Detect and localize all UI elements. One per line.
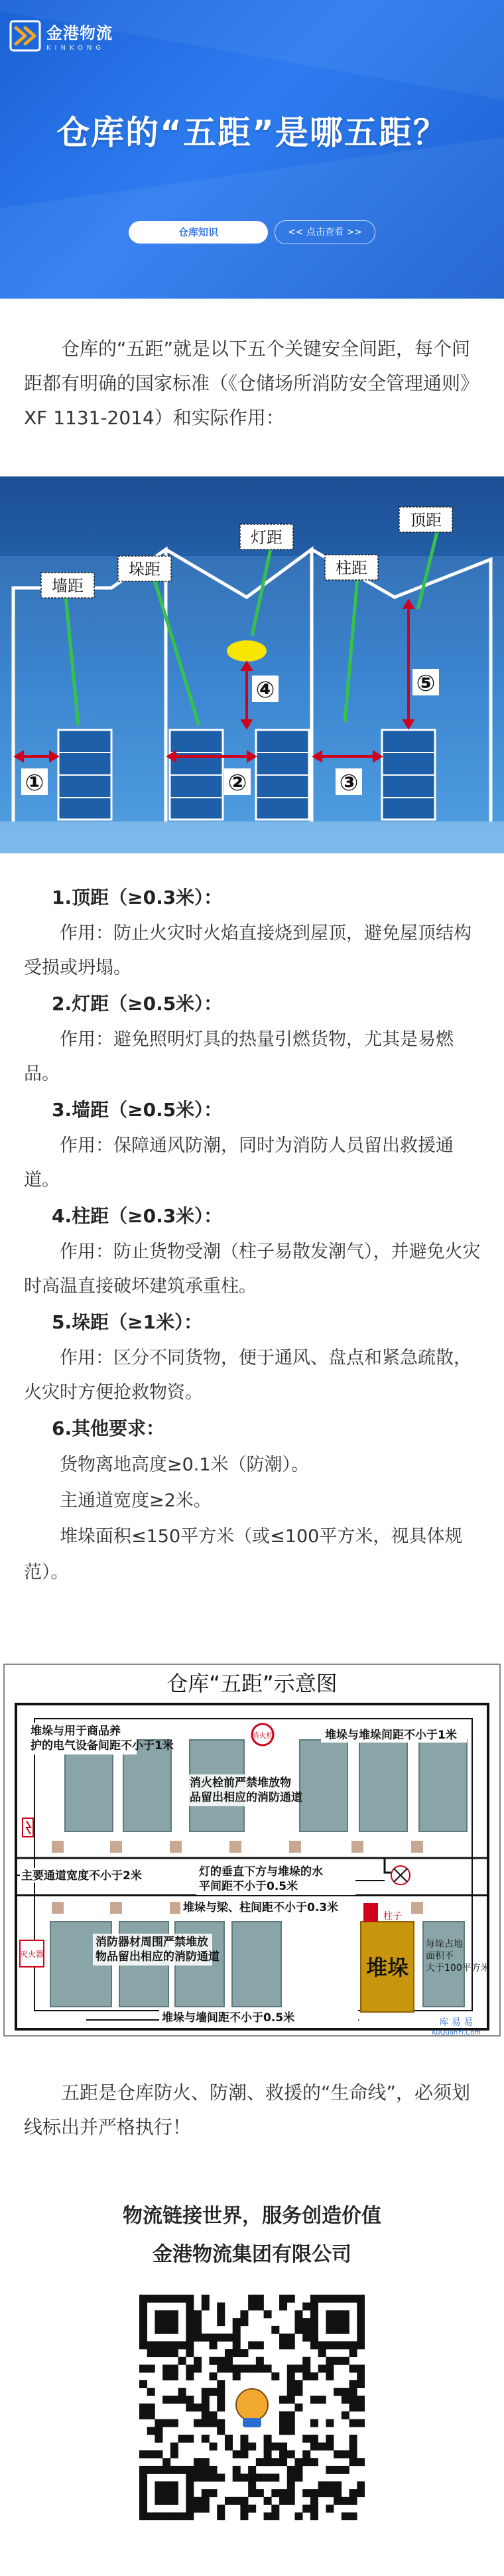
cargo-stack xyxy=(58,730,111,820)
closing-paragraph: 五距是仓库防火、防潮、救援的“生命线”，必须划线标出并严格执行！ xyxy=(24,2082,471,2138)
label-pillar: 柱子 xyxy=(383,1911,402,1922)
item-heading: 3.墙距（≥0.5米）： xyxy=(52,1099,223,1121)
note-aisle: 主要通道宽度不小于2米 xyxy=(21,1869,142,1883)
banner-decoration xyxy=(0,0,504,104)
header-banner xyxy=(0,0,504,299)
label-stack-distance: 垛距 xyxy=(129,560,160,579)
note-electric: 护的电气设备间距不小于1米 xyxy=(31,1739,174,1753)
cargo-stack xyxy=(170,730,223,820)
note-area: 面积不 xyxy=(426,1951,454,1962)
watermark: KuQuanYi.Com xyxy=(432,2029,481,2037)
note-fire-equipment: 消防器材周围严禁堆放 xyxy=(95,1936,208,1949)
note-lamp: 灯的垂直下方与堆垛的水 xyxy=(199,1865,323,1879)
warehouse-diagram xyxy=(0,476,504,853)
mascot-icon xyxy=(236,2389,268,2421)
distance-list xyxy=(24,879,481,1591)
brand-name: 金港物流 xyxy=(46,24,113,42)
schematic-diagram xyxy=(0,1662,504,2040)
item-description: 作用：避免照明灯具的热量引燃货物，尤其是易燃品。 xyxy=(24,1029,454,1084)
other-requirement: 堆垛面积≤150平方米（或≤100平方米，视具体规范）。 xyxy=(24,1526,463,1583)
lamp-icon xyxy=(227,640,267,662)
note-hydrant: 消火栓前严禁堆放物 xyxy=(190,1776,291,1790)
banner-decoration xyxy=(0,132,504,299)
label-lamp-distance: 灯距 xyxy=(251,528,283,547)
item-heading: 1.顶距（≥0.3米）： xyxy=(52,887,223,908)
five-distance-schematic xyxy=(0,1662,504,2040)
number-2: ② xyxy=(227,770,247,796)
intro-paragraph: 仓库的“五距”就是以下五个关键安全间距，每个间距都有明确的国家标准（《仓储场所消防安全管理通则》XF 1131-2014）和实际作用： xyxy=(24,338,479,429)
label-pillar-distance: 柱距 xyxy=(336,559,367,577)
cargo-stack xyxy=(382,730,435,820)
other-requirement: 货物离地高度≥0.1米（防潮）。 xyxy=(60,1455,310,1475)
item-heading: 5.垛距（≥1米）： xyxy=(52,1311,203,1333)
logo-icon xyxy=(9,20,41,52)
read-more-link[interactable]: << 点击查看 >> xyxy=(275,220,375,244)
note-area: 大于100平方米 xyxy=(426,1963,490,1973)
note-fire-equipment: 物品留出相应的消防通道 xyxy=(95,1950,220,1964)
brand-logo xyxy=(9,20,113,52)
note-electric: 堆垛与用于商品养 xyxy=(31,1725,121,1738)
number-1: ① xyxy=(25,770,44,796)
number-4: ④ xyxy=(255,677,275,703)
label-roof-distance: 顶距 xyxy=(410,511,442,530)
note-wall: 堆垛与墙间距不小于0.5米 xyxy=(162,2011,295,2025)
cargo-stack xyxy=(256,730,309,820)
item-description: 作用：防止火灾时火焰直接烧到屋顶，避免屋顶结构受损或坍塌。 xyxy=(24,923,472,978)
brand-name-en: KINKONG xyxy=(46,44,105,52)
schematic-title: 仓库“五距”示意图 xyxy=(166,1671,338,1696)
note-lamp: 平间距不小于0.5米 xyxy=(199,1880,298,1893)
label-extinguisher: 灭火器 xyxy=(19,1950,44,1959)
footer-slogan: 物流链接世界，服务创造价值 xyxy=(123,2204,381,2228)
item-description: 作用：区分不同货物，便于通风、盘点和紧急疏散，火灾时方便抢救物资。 xyxy=(24,1348,472,1403)
label-stack: 堆垛 xyxy=(365,1955,409,1980)
note-area: 每垛占地 xyxy=(426,1939,463,1950)
label-hydrant: 消火栓 xyxy=(251,1731,274,1740)
article-title: 仓库的“五距”是哪五距？ xyxy=(56,113,448,152)
other-heading: 6.其他要求： xyxy=(52,1417,165,1439)
number-3: ③ xyxy=(339,770,359,796)
other-requirement: 主通道宽度≥2米。 xyxy=(60,1490,212,1511)
footer-company: 金港物流集团有限公司 xyxy=(153,2243,351,2266)
note-hydrant: 品留出相应的消防通道 xyxy=(190,1791,302,1804)
item-description: 作用：保障通风防潮，同时为消防人员留出救援通道。 xyxy=(24,1135,454,1190)
category-tag[interactable]: 仓库知识 xyxy=(129,221,268,244)
label-wall-distance: 墙距 xyxy=(52,577,84,595)
item-heading: 4.柱距（≥0.3米）： xyxy=(52,1205,223,1227)
watermark: 库 易 易 xyxy=(439,2017,473,2028)
five-distance-illustration xyxy=(0,476,504,853)
qr-code-icon[interactable] xyxy=(139,2295,365,2520)
note-beam: 堆垛与梁、柱间距不小于0.3米 xyxy=(183,1901,339,1914)
item-heading: 2.灯距（≥0.5米）： xyxy=(52,993,223,1015)
note-stack-distance: 堆垛与堆垛间距不小于1米 xyxy=(325,1729,457,1742)
number-5: ⑤ xyxy=(416,670,436,697)
item-description: 作用：防止货物受潮（柱子易散发潮气），并避免火灾时高温直接破坏建筑承重柱。 xyxy=(24,1242,481,1297)
